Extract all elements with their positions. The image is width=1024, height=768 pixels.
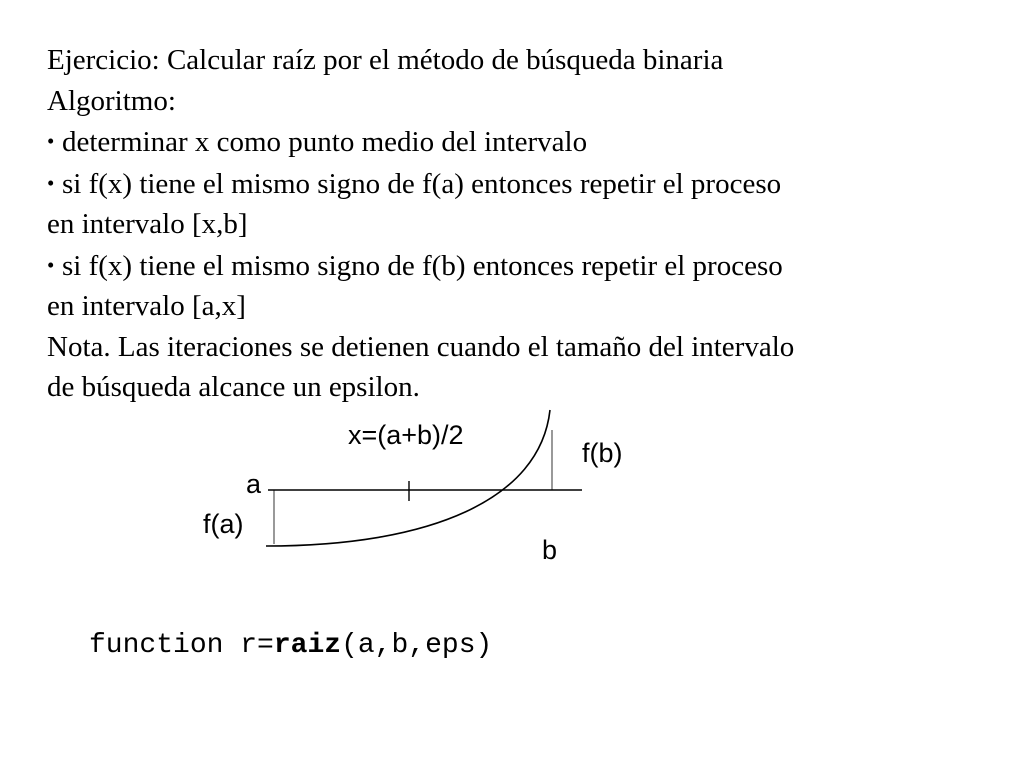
bullet-text: si f(x) tiene el mismo signo de f(b) entonces repetir el proceso xyxy=(62,249,783,282)
bullet-icon: • xyxy=(47,129,55,153)
bullet-text: si f(x) tiene el mismo signo de f(a) entonces repetir el proceso xyxy=(62,167,782,200)
algorithm-heading: Algoritmo: xyxy=(47,84,176,117)
code-keyword: function xyxy=(89,630,224,661)
code-function-name: raiz xyxy=(273,630,342,661)
fb-label: f(b) xyxy=(582,438,623,468)
function-signature xyxy=(89,630,492,661)
code-output-var: r xyxy=(240,630,258,661)
code-args: (a,b,eps) xyxy=(341,630,493,661)
note-line: Nota. Las iteraciones se detienen cuando el tamaño del intervalo xyxy=(47,330,795,363)
exercise-title: Ejercicio: Calcular raíz por el método de búsqueda binaria xyxy=(47,44,724,76)
bullet-continuation: en intervalo [x,b] xyxy=(47,208,248,240)
bullet-icon: • xyxy=(47,252,55,277)
a-label: a xyxy=(246,469,262,499)
b-label: b xyxy=(542,535,558,565)
fa-label: f(a) xyxy=(203,509,244,539)
midpoint-label: x=(a+b)/2 xyxy=(348,420,464,450)
bullet-text: determinar x como punto medio del intervalo xyxy=(62,126,588,158)
note-line: de búsqueda alcance un epsilon. xyxy=(47,371,420,403)
bullet-continuation: en intervalo [a,x] xyxy=(47,290,246,322)
code-equals: = xyxy=(257,630,274,661)
bullet-icon: • xyxy=(47,170,55,195)
